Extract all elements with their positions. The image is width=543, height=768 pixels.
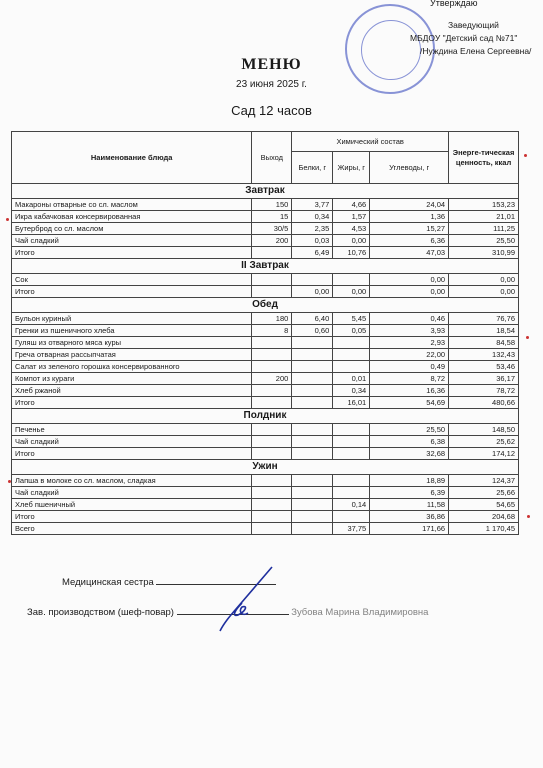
header-fats: Жиры, г [333, 152, 370, 184]
dish-cell: Гренки из пшеничного хлеба [12, 325, 252, 337]
table-row [12, 448, 519, 460]
chef-label: Зав. производством (шеф-повар) [27, 607, 174, 618]
table-row [12, 199, 519, 211]
fats-cell [333, 511, 370, 523]
energy-cell: 36,17 [449, 373, 519, 385]
dish-cell: Итого [12, 511, 252, 523]
section-row [12, 184, 519, 199]
fats-cell [333, 487, 370, 499]
table-row [12, 523, 519, 535]
carbs-cell: 6,38 [370, 436, 449, 448]
carbs-cell: 6,39 [370, 487, 449, 499]
table-row [12, 361, 519, 373]
fats-cell [333, 475, 370, 487]
proteins-cell [292, 397, 333, 409]
dish-cell: Гуляш из отварного мяса куры [12, 337, 252, 349]
dish-cell: Компот из кураги [12, 373, 252, 385]
proteins-cell [292, 373, 333, 385]
proteins-cell: 3,77 [292, 199, 333, 211]
carbs-cell: 32,68 [370, 448, 449, 460]
energy-cell: 0,00 [449, 274, 519, 286]
yield-cell: 200 [252, 235, 292, 247]
section-title: Ужин [12, 460, 519, 475]
proteins-cell: 6,49 [292, 247, 333, 259]
yield-cell: 180 [252, 313, 292, 325]
proteins-cell [292, 337, 333, 349]
yield-cell [252, 499, 292, 511]
table-row [12, 436, 519, 448]
proteins-cell: 6,40 [292, 313, 333, 325]
header-proteins: Белки, г [292, 152, 333, 184]
fats-cell: 37,75 [333, 523, 370, 535]
yield-cell: 200 [252, 373, 292, 385]
dish-cell: Печенье [12, 424, 252, 436]
energy-cell: 310,99 [449, 247, 519, 259]
section-row [12, 409, 519, 424]
proteins-cell [292, 475, 333, 487]
table-row [12, 424, 519, 436]
proteins-cell: 0,03 [292, 235, 333, 247]
menu-date: 23 июня 2025 г. [236, 79, 307, 90]
carbs-cell: 0,00 [370, 274, 449, 286]
yield-cell [252, 286, 292, 298]
section-row [12, 298, 519, 313]
energy-cell: 21,01 [449, 211, 519, 223]
carbs-cell: 36,86 [370, 511, 449, 523]
dish-cell: Итого [12, 397, 252, 409]
fats-cell [333, 349, 370, 361]
fats-cell: 16,01 [333, 397, 370, 409]
approval-institution: МБДОУ "Детский сад №71" [410, 33, 518, 43]
yield-cell [252, 424, 292, 436]
fats-cell: 1,57 [333, 211, 370, 223]
dish-cell: Итого [12, 448, 252, 460]
section-title: Завтрак [12, 184, 519, 199]
table-row [12, 397, 519, 409]
menu-table [11, 131, 519, 535]
carbs-cell: 47,03 [370, 247, 449, 259]
dish-cell: Итого [12, 286, 252, 298]
handwritten-signature [212, 565, 282, 635]
proteins-cell [292, 274, 333, 286]
fats-cell: 4,66 [333, 199, 370, 211]
dish-cell: Всего [12, 523, 252, 535]
proteins-cell [292, 349, 333, 361]
energy-cell: 84,58 [449, 337, 519, 349]
dish-cell: Греча отварная рассыпчатая [12, 349, 252, 361]
table-row [12, 487, 519, 499]
dish-cell: Бульон куриный [12, 313, 252, 325]
table-row [12, 511, 519, 523]
table-row [12, 373, 519, 385]
table-row [12, 211, 519, 223]
dish-cell: Чай сладкий [12, 487, 252, 499]
table-row [12, 274, 519, 286]
carbs-cell: 54,69 [370, 397, 449, 409]
fats-cell: 0,00 [333, 235, 370, 247]
section-title: II Завтрак [12, 259, 519, 274]
table-row [12, 475, 519, 487]
dish-cell: Лапша в молоке со сл. маслом, сладкая [12, 475, 252, 487]
fats-cell: 5,45 [333, 313, 370, 325]
energy-cell: 132,43 [449, 349, 519, 361]
energy-cell: 76,76 [449, 313, 519, 325]
proteins-cell [292, 385, 333, 397]
carbs-cell: 8,72 [370, 373, 449, 385]
header-carbs: Углеводы, г [370, 152, 449, 184]
table-row [12, 313, 519, 325]
section-row [12, 460, 519, 475]
carbs-cell: 15,27 [370, 223, 449, 235]
header-energy: Энерге-тическая ценность, ккал [449, 132, 519, 184]
fats-cell [333, 436, 370, 448]
yield-cell [252, 448, 292, 460]
section-row [12, 259, 519, 274]
carbs-cell: 24,04 [370, 199, 449, 211]
carbs-cell: 2,93 [370, 337, 449, 349]
energy-cell: 204,68 [449, 511, 519, 523]
carbs-cell: 6,36 [370, 235, 449, 247]
dish-cell: Чай сладкий [12, 436, 252, 448]
proteins-cell: 0,60 [292, 325, 333, 337]
section-title: Полдник [12, 409, 519, 424]
yield-cell [252, 397, 292, 409]
energy-cell: 53,46 [449, 361, 519, 373]
yield-cell [252, 523, 292, 535]
table-row [12, 337, 519, 349]
table-row [12, 325, 519, 337]
carbs-cell: 1,36 [370, 211, 449, 223]
carbs-cell: 3,93 [370, 325, 449, 337]
table-row [12, 223, 519, 235]
approval-heading: Утверждаю [430, 0, 478, 8]
menu-subtitle: Сад 12 часов [231, 103, 312, 118]
table-row [12, 286, 519, 298]
carbs-cell: 25,50 [370, 424, 449, 436]
yield-cell [252, 511, 292, 523]
fats-cell: 0,34 [333, 385, 370, 397]
yield-cell [252, 487, 292, 499]
header-dish: Наименование блюда [12, 132, 252, 184]
energy-cell: 0,00 [449, 286, 519, 298]
fats-cell: 10,76 [333, 247, 370, 259]
yield-cell: 150 [252, 199, 292, 211]
dish-cell: Итого [12, 247, 252, 259]
dish-cell: Хлеб ржаной [12, 385, 252, 397]
energy-cell: 1 170,45 [449, 523, 519, 535]
energy-cell: 25,62 [449, 436, 519, 448]
fats-cell [333, 448, 370, 460]
proteins-cell [292, 499, 333, 511]
energy-cell: 174,12 [449, 448, 519, 460]
energy-cell: 78,72 [449, 385, 519, 397]
energy-cell: 25,50 [449, 235, 519, 247]
table-row [12, 349, 519, 361]
header-yield: Выход [252, 132, 292, 184]
table-row [12, 235, 519, 247]
yield-cell [252, 475, 292, 487]
proteins-cell [292, 361, 333, 373]
yield-cell [252, 361, 292, 373]
carbs-cell: 11,58 [370, 499, 449, 511]
proteins-cell [292, 436, 333, 448]
energy-cell: 54,65 [449, 499, 519, 511]
carbs-cell: 22,00 [370, 349, 449, 361]
proteins-cell [292, 523, 333, 535]
fats-cell [333, 361, 370, 373]
yield-cell [252, 436, 292, 448]
yield-cell [252, 349, 292, 361]
carbs-cell: 171,66 [370, 523, 449, 535]
proteins-cell: 0,34 [292, 211, 333, 223]
approval-name: /Нуждина Елена Сергеевна/ [420, 46, 532, 56]
yield-cell [252, 337, 292, 349]
approval-position: Заведующий [448, 20, 499, 30]
yield-cell: 30/5 [252, 223, 292, 235]
yield-cell [252, 274, 292, 286]
section-title: Обед [12, 298, 519, 313]
header-chem: Химический состав [292, 132, 449, 152]
yield-cell: 15 [252, 211, 292, 223]
fats-cell: 4,53 [333, 223, 370, 235]
dish-cell: Макароны отварные со сл. маслом [12, 199, 252, 211]
fats-cell [333, 274, 370, 286]
carbs-cell: 0,46 [370, 313, 449, 325]
table-row [12, 385, 519, 397]
fats-cell [333, 424, 370, 436]
yield-cell [252, 385, 292, 397]
chef-name: Зубова Марина Владимировна [291, 607, 429, 618]
proteins-cell [292, 424, 333, 436]
dish-cell: Бутерброд со сл. маслом [12, 223, 252, 235]
dish-cell: Сок [12, 274, 252, 286]
energy-cell: 148,50 [449, 424, 519, 436]
dish-cell: Чай сладкий [12, 235, 252, 247]
proteins-cell [292, 511, 333, 523]
energy-cell: 153,23 [449, 199, 519, 211]
fats-cell: 0,00 [333, 286, 370, 298]
carbs-cell: 18,89 [370, 475, 449, 487]
carbs-cell: 0,00 [370, 286, 449, 298]
fats-cell [333, 337, 370, 349]
carbs-cell: 0,49 [370, 361, 449, 373]
proteins-cell: 0,00 [292, 286, 333, 298]
energy-cell: 25,66 [449, 487, 519, 499]
fats-cell: 0,01 [333, 373, 370, 385]
energy-cell: 18,54 [449, 325, 519, 337]
dish-cell: Икра кабачковая консервированная [12, 211, 252, 223]
nurse-label: Медицинская сестра [62, 577, 154, 588]
fats-cell: 0,14 [333, 499, 370, 511]
yield-cell: 8 [252, 325, 292, 337]
table-row [12, 247, 519, 259]
yield-cell [252, 247, 292, 259]
proteins-cell [292, 487, 333, 499]
fats-cell: 0,05 [333, 325, 370, 337]
page-title: МЕНЮ [241, 56, 302, 73]
energy-cell: 124,37 [449, 475, 519, 487]
carbs-cell: 16,36 [370, 385, 449, 397]
table-row [12, 499, 519, 511]
dish-cell: Хлеб пшеничный [12, 499, 252, 511]
dish-cell: Салат из зеленого горошка консервированного [12, 361, 252, 373]
proteins-cell [292, 448, 333, 460]
energy-cell: 480,66 [449, 397, 519, 409]
energy-cell: 111,25 [449, 223, 519, 235]
proteins-cell: 2,35 [292, 223, 333, 235]
